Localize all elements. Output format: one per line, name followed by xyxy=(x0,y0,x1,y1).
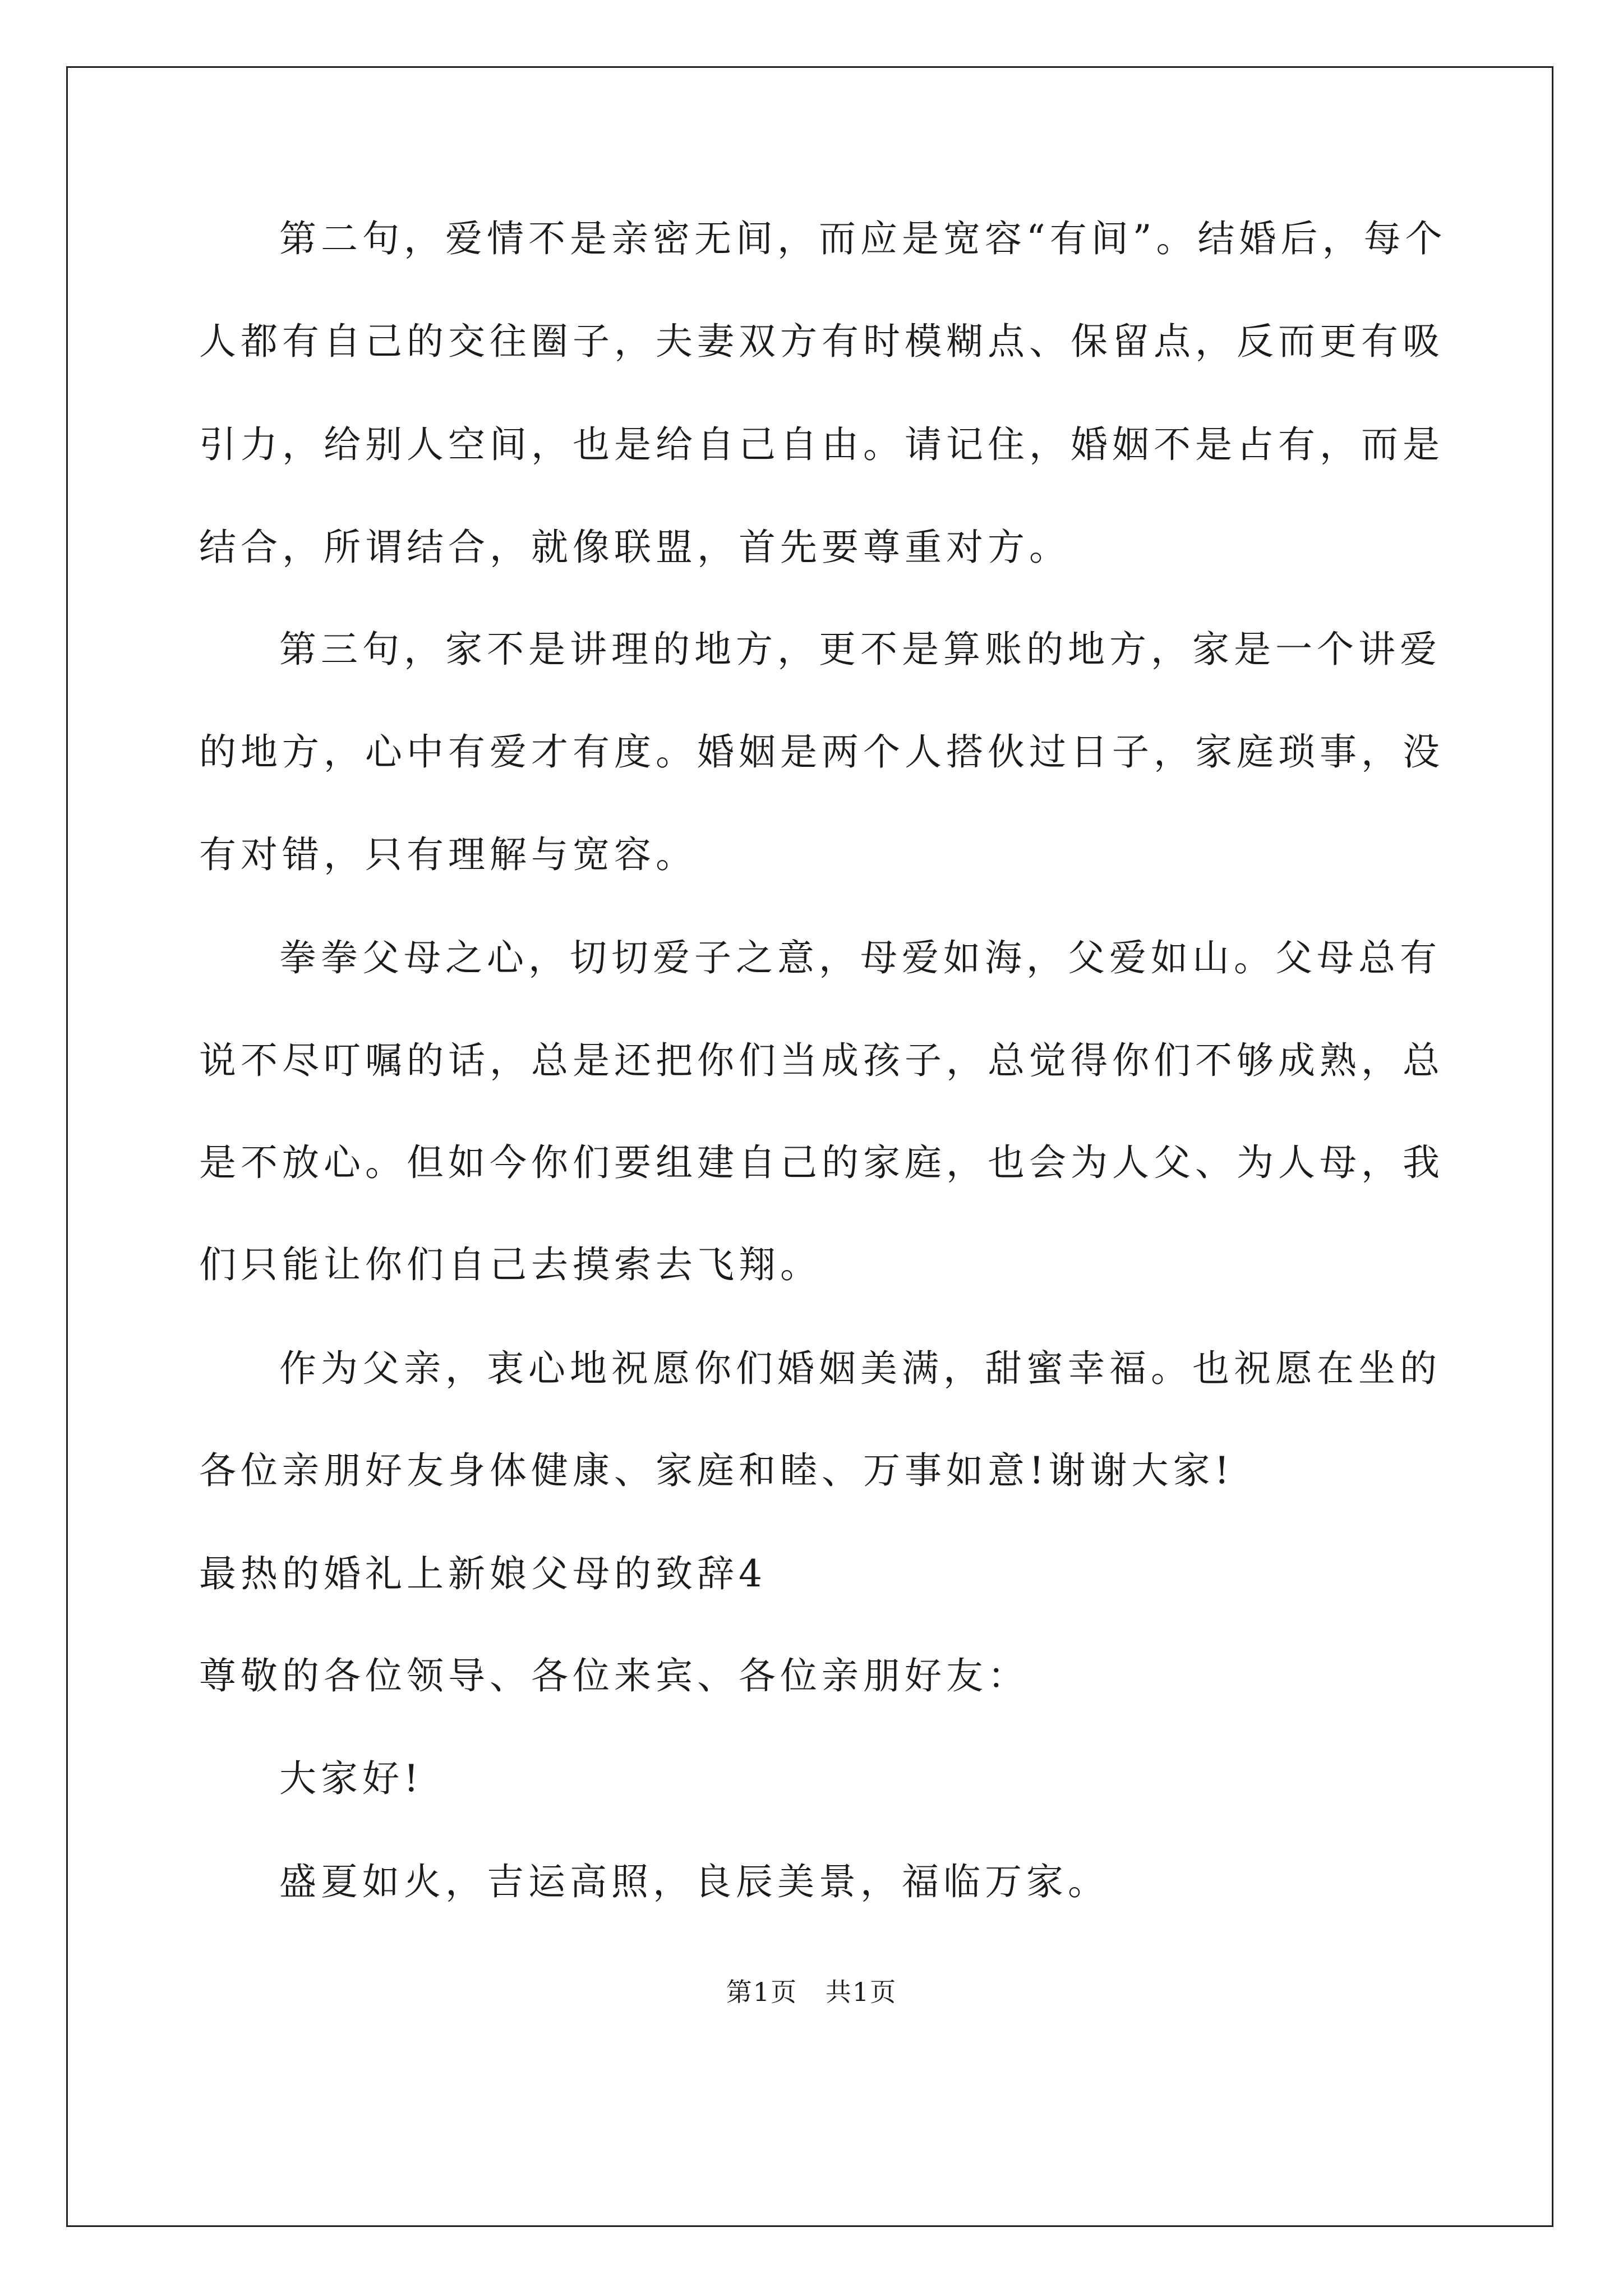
paragraph-2-line-1: 第三句，家不是讲理的地方，更不是算账的地方，家是一个讲爱 xyxy=(279,628,1441,671)
paragraph-2-line-3: 有对错，只有理解与宽容。 xyxy=(199,833,697,876)
paragraph-4-line-2: 各位亲朋好友身体健康、家庭和睦、万事如意!谢谢大家! xyxy=(199,1449,1234,1492)
paragraph-1-line-4: 结合，所谓结合，就像联盟，首先要尊重对方。 xyxy=(199,526,1071,569)
closing-line: 盛夏如火，吉运高照，良辰美景，福临万家。 xyxy=(279,1860,1109,1903)
page-number-footer: 第1页 共1页 xyxy=(726,1977,897,2007)
paragraph-1-line-1: 第二句，爱情不是亲密无间，而应是宽容“有间”。结婚后，每个 xyxy=(279,217,1447,260)
paragraph-3-line-4: 们只能让你们自己去摸索去飞翔。 xyxy=(199,1243,822,1286)
paragraph-3-line-1: 拳拳父母之心，切切爱子之意，母爱如海，父爱如山。父母总有 xyxy=(279,936,1441,979)
salutation: 尊敬的各位领导、各位来宾、各位亲朋好友： xyxy=(199,1654,1029,1697)
paragraph-1-line-2: 人都有自己的交往圈子，夫妻双方有时模糊点、保留点，反而更有吸 xyxy=(199,320,1444,363)
section-title: 最热的婚礼上新娘父母的致辞4 xyxy=(199,1552,767,1595)
paragraph-4-line-1: 作为父亲，衷心地祝愿你们婚姻美满，甜蜜幸福。也祝愿在坐的 xyxy=(279,1347,1441,1390)
greeting: 大家好! xyxy=(279,1757,423,1800)
paragraph-3-line-3: 是不放心。但如今你们要组建自己的家庭，也会为人父、为人母，我 xyxy=(199,1141,1444,1184)
paragraph-3-line-2: 说不尽叮嘱的话，总是还把你们当成孩子，总觉得你们不够成熟，总 xyxy=(199,1039,1444,1082)
paragraph-1-line-3: 引力，给别人空间，也是给自己自由。请记住，婚姻不是占有，而是 xyxy=(199,423,1444,466)
paragraph-2-line-2: 的地方，心中有爱才有度。婚姻是两个人搭伙过日子，家庭琐事，没 xyxy=(199,730,1444,774)
